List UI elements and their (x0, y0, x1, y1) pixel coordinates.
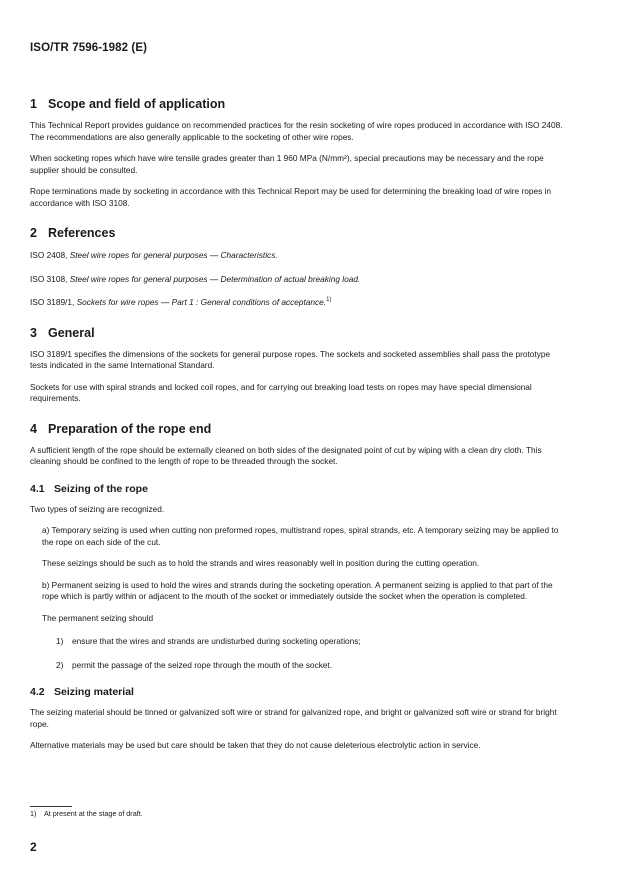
section-title: General (48, 325, 95, 340)
section-number: 2 (30, 226, 37, 240)
list-item-a: a) Temporary seizing is used when cutting non preformed ropes, multistrand ropes, spiral strands, etc. A temporary seizing may be applied to the rope on each side of the cut. (42, 525, 559, 547)
page-number: 2 (30, 840, 37, 854)
subsection-4-1-heading (30, 482, 563, 496)
subsection-number: 4.1 (30, 482, 45, 495)
section-3-heading (30, 325, 563, 341)
footnote (30, 809, 143, 818)
reference-item (30, 297, 563, 309)
section-1-heading (30, 96, 563, 112)
page-body (30, 96, 563, 752)
footnote-text: At present at the stage of draft. (44, 809, 143, 818)
subsection-number: 4.2 (30, 686, 45, 698)
reference-id: ISO 2408, (30, 250, 68, 260)
list-text: ensure that the wires and strands are undisturbed during socketing operations; (72, 636, 361, 646)
section-title: Scope and field of application (48, 97, 226, 111)
footnote-divider (30, 806, 72, 807)
reference-item (30, 274, 563, 286)
paragraph: When socketing ropes which have wire tensile grades greater than 1 960 MPa (N/mm²), special precautions may be necessary and the rope supplier should be consulted. (30, 153, 544, 175)
subsection-title: Seizing material (54, 686, 134, 698)
footnote-reference: 1) (326, 297, 332, 304)
paragraph: The permanent seizing should (42, 612, 154, 623)
section-title: References (48, 226, 116, 240)
list-item-b: b) Permanent seizing is used to hold the wires and strands during the socketing operation. A permanent seizing is applied to that part of the rope which is partly within or adjacent to the mouth of the socket or immediately outside the socket when the operation is completed. (42, 579, 553, 601)
paragraph: These seizings should be such as to hold the strands and wires reasonably well in position during the cutting operation. (42, 558, 480, 568)
paragraph: A sufficient length of the rope should be externally cleaned on both sides of the designated point of cut by wiping with a clean dry cloth. This cleaning should be confined to the length of rope to be threaded through the socket. (30, 444, 542, 466)
list-item (30, 636, 563, 648)
section-4-heading (30, 421, 563, 437)
reference-title: Sockets for wire ropes — Part 1 : General conditions of acceptance. (76, 297, 327, 307)
section-number: 1 (30, 97, 37, 111)
reference-id: ISO 3108, (30, 273, 68, 284)
section-number: 3 (30, 325, 37, 340)
section-number: 4 (30, 421, 37, 436)
list-item (30, 660, 563, 672)
footnote-mark: 1) (30, 809, 37, 818)
paragraph: Sockets for use with spiral strands and locked coil ropes, and for carrying out breaking load tests on ropes may have special dimensional requirements. (30, 381, 532, 403)
subsection-title: Seizing of the rope (54, 482, 148, 495)
reference-title: Steel wire ropes for general purposes — Characteristics. (69, 250, 278, 260)
list-number: 2) (56, 659, 64, 670)
section-title: Preparation of the rope end (48, 421, 212, 436)
reference-title: Steel wire ropes for general purposes — Determination of actual breaking load. (69, 273, 361, 284)
list-text: permit the passage of the seized rope through the mouth of the socket. (72, 659, 333, 670)
paragraph: Two types of seizing are recognized. (30, 503, 165, 514)
subsection-4-2-heading (30, 685, 563, 699)
reference-item (30, 250, 563, 262)
reference-id: ISO 3189/1, (30, 297, 75, 307)
section-2-heading (30, 225, 563, 241)
document-id-header: ISO/TR 7596-1982 (E) (30, 42, 148, 54)
list-number: 1) (56, 636, 64, 646)
paragraph: Rope terminations made by socketing in accordance with this Technical Report may be used for determining the breaking load of wire ropes in accordance with ISO 3108. (30, 186, 551, 208)
paragraph: The seizing material should be tinned or galvanized soft wire or strand for galvanized rope, and bright or galvanized soft wire or strand for bright rope. (30, 707, 557, 729)
paragraph: Alternative materials may be used but care should be taken that they do not cause deleterious electrolytic action in service. (30, 740, 481, 750)
paragraph: ISO 3189/1 specifies the dimensions of the sockets for general purpose ropes. The sockets and socketed assemblies shall pass the prototype tests indicated in the same International Standard. (30, 348, 551, 370)
paragraph: This Technical Report provides guidance on recommended practices for the resin socketing of wire ropes produced in accordance with ISO 2408. The recommendations are also generally applicable to the socketing of other wire ropes. (30, 120, 563, 142)
